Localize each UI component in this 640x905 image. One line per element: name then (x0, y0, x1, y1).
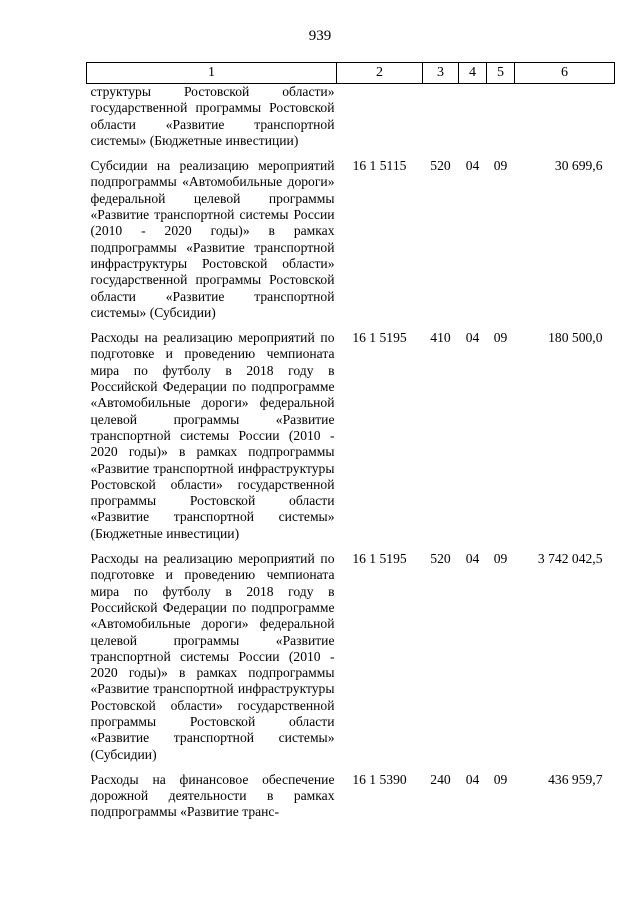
row-rz: 04 (465, 158, 480, 174)
table-row (87, 551, 615, 763)
row-vr: 520 (430, 158, 451, 174)
row-vr: 520 (430, 551, 451, 567)
row-amount (515, 84, 615, 150)
budget-table (86, 62, 615, 821)
row-csr: 16 1 5195 (352, 330, 407, 346)
row-rz: 04 (465, 330, 480, 346)
column-header: 6 (515, 63, 615, 84)
row-pr (487, 84, 515, 150)
row-description: Расходы на финансовое обеспечение дорожной деятельности в рамках подпрограммы «Развитие транс- (90, 771, 335, 820)
row-pr: 09 (493, 158, 508, 174)
row-description: структуры Ростовской области» государственной программы Ростовской области «Развитие транспортной системы» (Бюджетные инвестиции) (90, 84, 335, 148)
table-row (87, 330, 615, 542)
row-description: Субсидии на реализацию мероприятий подпрограммы «Автомобильные дороги» федеральной целевой программы «Развитие транспортной системы России (2010 - 2020 годы)» в рамках подпрограммы «Развитие транспортной инфраструктуры Ростовской области» государственной программы Ростовской области «Развитие транспортной системы» (Субсидии) (90, 158, 335, 320)
row-pr: 09 (493, 330, 508, 346)
column-header: 2 (337, 63, 423, 84)
row-amount: 3 742 042,5 (537, 551, 603, 567)
table-row (87, 158, 615, 321)
row-amount: 436 959,7 (548, 771, 603, 787)
row-pr: 09 (493, 771, 508, 787)
row-csr: 16 1 5195 (352, 551, 407, 567)
row-csr: 16 1 5115 (352, 158, 407, 174)
row-vr: 410 (430, 330, 451, 346)
column-header: 3 (423, 63, 459, 84)
row-csr (337, 84, 423, 150)
row-amount: 30 699,6 (554, 158, 603, 174)
row-rz (459, 84, 487, 150)
table-header-row (87, 63, 615, 84)
table-row (87, 772, 615, 821)
row-pr: 09 (493, 551, 508, 567)
column-header: 1 (87, 63, 337, 84)
row-amount: 180 500,0 (548, 330, 603, 346)
row-vr (423, 84, 459, 150)
row-rz: 04 (465, 771, 480, 787)
column-header: 4 (459, 63, 487, 84)
row-rz: 04 (465, 551, 480, 567)
row-description: Расходы на реализацию мероприятий по подготовке и проведению чемпионата мира по футболу в 2018 году в Российской Федерации по подпрограмме «Автомобильные дороги» федеральной целевой программы «Развитие транспортной системы России (2010 - 2020 годы)» в рамках подпрограммы «Развитие транспортной инфраструктуры Ростовской области» государственной программы Ростовской области «Развитие транспортной системы» (Субсидии) (90, 551, 335, 762)
table-row (87, 84, 615, 150)
row-csr: 16 1 5390 (352, 771, 407, 787)
column-header: 5 (487, 63, 515, 84)
row-description: Расходы на реализацию мероприятий по подготовке и проведению чемпионата мира по футболу в 2018 году в Российской Федерации по подпрограмме «Автомобильные дороги» федеральной целевой программы «Развитие транспортной системы России (2010 - 2020 годы)» в рамках подпрограммы «Развитие транспортной инфраструктуры Ростовской области» государственной программы Ростовской области «Развитие транспортной системы» (Бюджетные инвестиции) (90, 330, 335, 541)
row-vr: 240 (430, 771, 451, 787)
page-number: 939 (308, 28, 332, 44)
